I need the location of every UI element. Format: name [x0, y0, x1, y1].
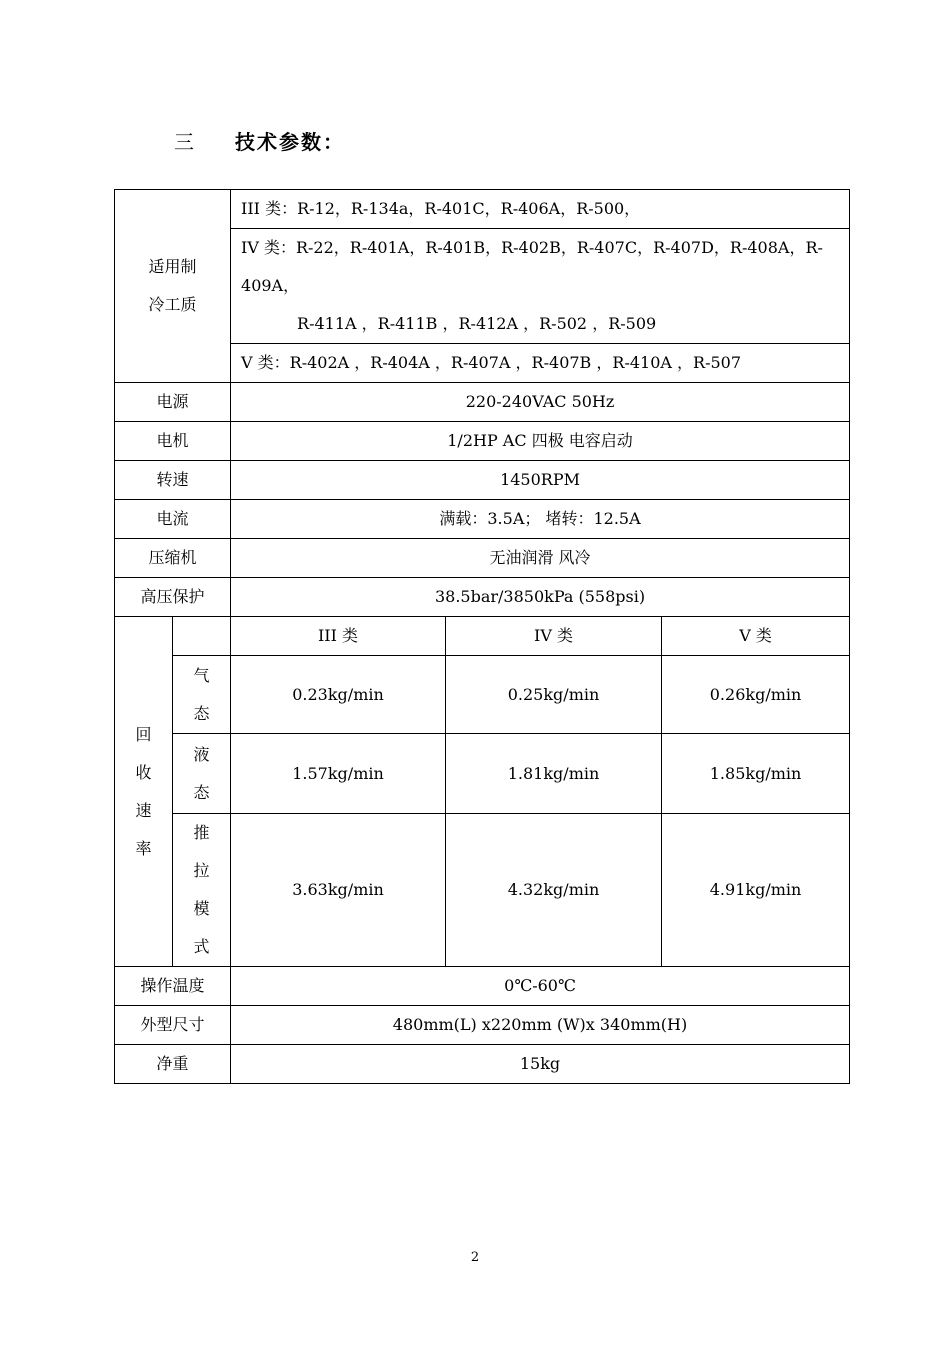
- row-value: 满载：3.5A； 堵转：12.5A: [231, 500, 850, 539]
- table-row: [115, 539, 850, 578]
- refrigerant-class4: IV 类：R-22，R-401A，R-401B，R-402B，R-407C，R-407D，R-408A，R-409A， R-411A ，R-411B ，R-412A ，R-502 ，R-509: [231, 229, 850, 344]
- rate-value: 0.25kg/min: [446, 656, 662, 734]
- row-value: 0℃-60℃: [231, 967, 850, 1006]
- rate-value: 0.26kg/min: [662, 656, 850, 734]
- row-value: 1450RPM: [231, 461, 850, 500]
- refrigerant-class5: V 类：R-402A ，R-404A ，R-407A ，R-407B ，R-410A ，R-507: [231, 344, 850, 383]
- rate-value: 1.81kg/min: [446, 734, 662, 814]
- row-value: 无油润滑 风冷: [231, 539, 850, 578]
- column-header: III 类: [231, 617, 446, 656]
- page-number: 2: [470, 1250, 480, 1265]
- row-value: 38.5bar/3850kPa (558psi): [231, 578, 850, 617]
- table-row: [115, 656, 850, 734]
- column-header: V 类: [662, 617, 850, 656]
- table-row: [115, 500, 850, 539]
- table-row: [115, 1045, 850, 1084]
- table-row: [115, 190, 850, 229]
- rate-value: 0.23kg/min: [231, 656, 446, 734]
- refrigerant-label: 适用制 冷工质: [115, 190, 231, 383]
- table-row: [115, 422, 850, 461]
- section-number: 三: [174, 130, 196, 154]
- empty-cell: [173, 617, 231, 656]
- row-value: 1/2HP AC 四极 电容启动: [231, 422, 850, 461]
- row-label: 高压保护: [115, 578, 231, 617]
- section-heading: [174, 126, 345, 155]
- row-value: 480mm(L) x220mm (W)x 340mm(H): [231, 1006, 850, 1045]
- refrigerant-class3: III 类：R-12，R-134a，R-401C，R-406A，R-500，: [231, 190, 850, 229]
- table-row: [115, 967, 850, 1006]
- rate-value: 4.91kg/min: [662, 814, 850, 967]
- row-value: 15kg: [231, 1045, 850, 1084]
- liquid-label: 液 态: [173, 734, 231, 814]
- row-label: 外型尺寸: [115, 1006, 231, 1045]
- row-label: 电流: [115, 500, 231, 539]
- vapor-label: 气 态: [173, 656, 231, 734]
- column-header: IV 类: [446, 617, 662, 656]
- table-row: [115, 814, 850, 967]
- table-row: [115, 578, 850, 617]
- table-row: [115, 734, 850, 814]
- row-label: 电源: [115, 383, 231, 422]
- row-label: 净重: [115, 1045, 231, 1084]
- row-label: 转速: [115, 461, 231, 500]
- table-row: [115, 617, 850, 656]
- pushpull-label: 推 拉 模 式: [173, 814, 231, 967]
- table-row: [115, 1006, 850, 1045]
- section-title: 技术参数：: [234, 130, 345, 154]
- row-value: 220-240VAC 50Hz: [231, 383, 850, 422]
- rate-value: 3.63kg/min: [231, 814, 446, 967]
- table-row: [115, 383, 850, 422]
- rate-value: 1.85kg/min: [662, 734, 850, 814]
- rate-value: 4.32kg/min: [446, 814, 662, 967]
- row-label: 电机: [115, 422, 231, 461]
- spec-table: [114, 189, 850, 1084]
- rate-value: 1.57kg/min: [231, 734, 446, 814]
- row-label: 操作温度: [115, 967, 231, 1006]
- row-label: 压缩机: [115, 539, 231, 578]
- recovery-rate-label: 回 收 速 率: [115, 617, 173, 967]
- table-row: [115, 461, 850, 500]
